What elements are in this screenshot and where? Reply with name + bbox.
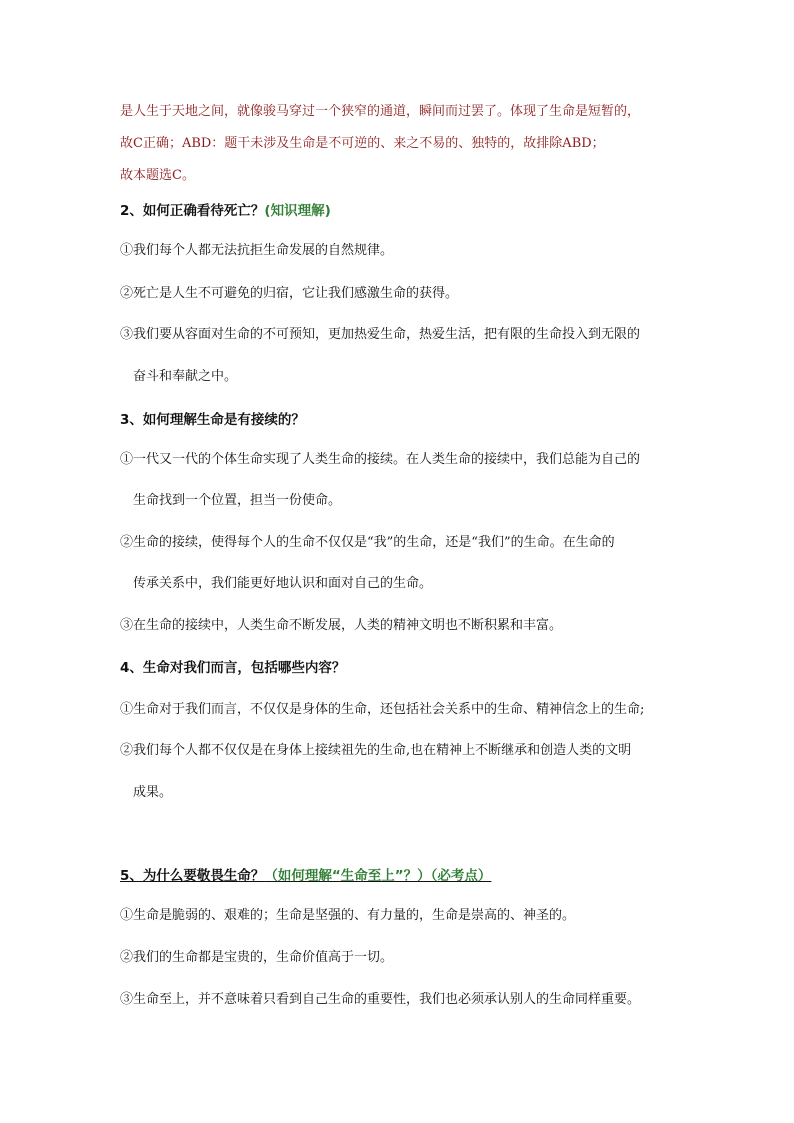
section-2-heading xyxy=(120,201,331,221)
section-2-point-3: ③我们要从容面对生命的不可预知，更加热爱生命，热爱生活，把有限的生命投入到无限的 xyxy=(120,327,641,342)
section-3-point-2-cont: 传承关系中，我们能更好地认识和面对自己的生命。 xyxy=(133,576,433,591)
section-3-point-1: ①一代又一代的个体生命实现了人类生命的接续。在人类生命的接续中，我们总能为自己的 xyxy=(120,452,641,467)
section-3-point-1-cont: 生命找到一个位置，担当一份使命。 xyxy=(133,493,342,508)
section-5-heading xyxy=(120,866,491,886)
section-2-hint: (知识理解) xyxy=(264,203,331,219)
section-5-point-2: ②我们的生命都是宝贵的，生命价值高于一切。 xyxy=(120,950,394,965)
section-4-point-2: ②我们每个人都不仅仅是在身体上接续祖先的生命,也在精神上不断继承和创造人类的文明 xyxy=(120,743,632,758)
section-5-point-3: ③生命至上，并不意味着只看到自己生命的重要性，我们也必须承认别人的生命同样重要。 xyxy=(120,992,641,1007)
section-3-point-3: ③在生命的接续中，人类生命不断发展，人类的精神文明也不断积累和丰富。 xyxy=(120,618,563,633)
section-2-point-1: ①我们每个人都无法抗拒生命发展的自然规律。 xyxy=(120,243,394,258)
section-5-point-1: ①生命是脆弱的、艰难的；生命是坚强的、有力量的，生命是崇高的、神圣的。 xyxy=(120,908,576,923)
section-5-hint: （如何理解“生命至上”？）（必考点） xyxy=(264,868,492,884)
section-4-point-1: ①生命对于我们而言，不仅仅是身体的生命，还包括社会关系中的生命、精神信念上的生命; xyxy=(120,702,645,717)
section-5-title: 5、为什么要敬畏生命？ xyxy=(120,868,265,884)
section-3-point-2: ②生命的接续，使得每个人的生命不仅仅是“我”的生命，还是“我们”的生命。在生命的 xyxy=(120,535,615,550)
section-3-heading: 3、如何理解生命是有接续的？ xyxy=(120,412,305,428)
section-4-heading: 4、生命对我们而言，包括哪些内容？ xyxy=(120,660,346,676)
intro-line-2: 故C正确；ABD：题干未涉及生命是不可逆的、来之不易的、独特的，故排除ABD； xyxy=(120,136,605,151)
section-2-title: 2、如何正确看待死亡？ xyxy=(120,203,265,219)
intro-line-3: 故本题选C。 xyxy=(120,168,195,183)
intro-line-1: 是人生于天地之间，就像骏马穿过一个狭窄的通道，瞬间而过罢了。体现了生命是短暂的， xyxy=(120,104,641,119)
section-4-point-2-cont: 成果。 xyxy=(133,785,173,800)
section-2-point-2: ②死亡是人生不可避免的归宿，它让我们感激生命的获得。 xyxy=(120,286,459,301)
section-2-point-3-cont: 奋斗和奉献之中。 xyxy=(133,369,238,384)
